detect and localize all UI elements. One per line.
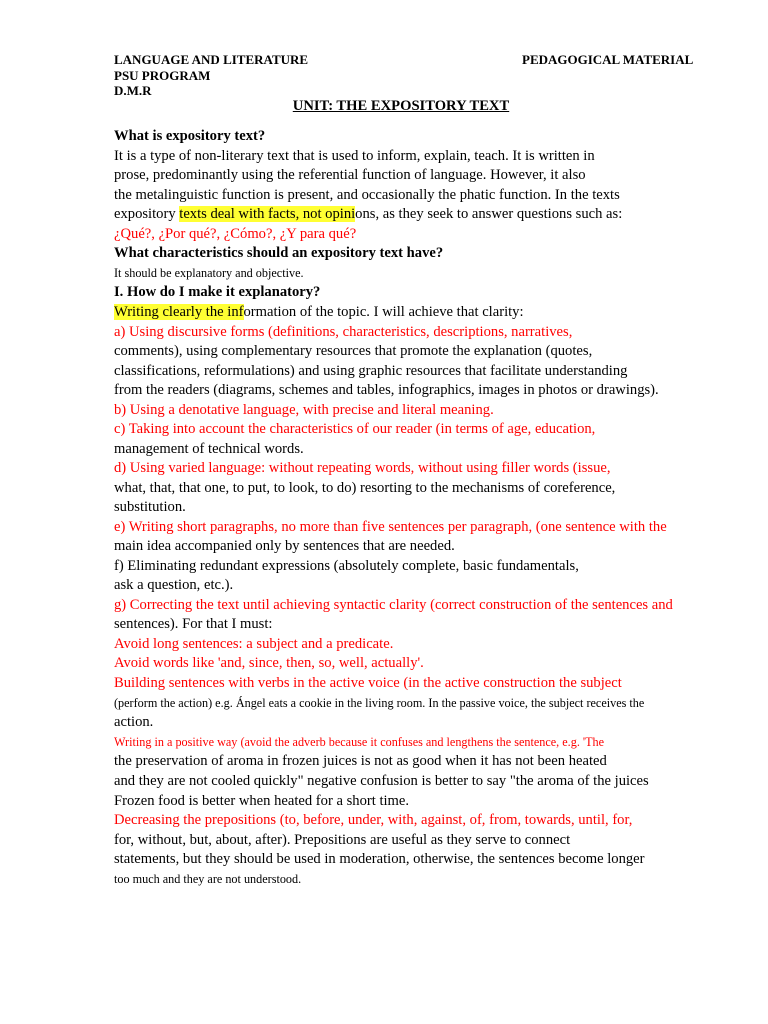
paragraph-line: substitution. [114, 499, 186, 515]
header-program: PSU PROGRAM [114, 68, 211, 83]
paragraph-line: Frozen food is better when heated for a short time. [114, 793, 410, 809]
list-item-b: b) Using a denotative language, with precise and literal meaning. [114, 402, 494, 418]
rule-line: Decreasing the prepositions (to, before, under, with, against, of, from, towards, until, for, [114, 812, 633, 828]
heading-explanatory: I. How do I make it explanatory? [114, 284, 321, 300]
list-item-a: a) Using discursive forms (definitions, characteristics, descriptions, narratives, [114, 324, 573, 340]
paragraph-line: from the readers (diagrams, schemes and tables, infographics, images in photos or drawings). [114, 382, 659, 398]
list-item-d: d) Using varied language: without repeating words, without using filler words (issue, [114, 460, 611, 476]
paragraph-line: It should be explanatory and objective. [114, 266, 304, 280]
paragraph-line: prose, predominantly using the referential function of language. However, it also [114, 167, 586, 183]
paragraph-line: the metalinguistic function is present, and occasionally the phatic function. In the texts [114, 187, 620, 203]
header-initials: D.M.R [114, 83, 152, 98]
paragraph-line: too much and they are not understood. [114, 872, 302, 886]
paragraph-line: for, without, but, about, after). Prepositions are useful as they serve to connect [114, 832, 571, 848]
page-title: UNIT: THE EXPOSITORY TEXT [292, 98, 510, 114]
paragraph-line: and they are not cooled quickly" negative confusion is better to say "the aroma of the juices [114, 773, 649, 789]
rule-line: Avoid words like 'and, since, then, so, well, actually'. [114, 655, 424, 671]
paragraph-line: ask a question, etc.). [114, 577, 234, 593]
paragraph-line: comments), using complementary resources that promote the explanation (quotes, [114, 343, 593, 359]
paragraph-line: (perform the action) e.g. Ángel eats a cookie in the living room. In the passive voice, the subject receives the [114, 696, 645, 710]
paragraph-line: the preservation of aroma in frozen juices is not as good when it has not been heated [114, 753, 607, 769]
paragraph-line: sentences). For that I must: [114, 616, 273, 632]
highlight: texts deal with facts, not opini [179, 206, 356, 222]
heading-characteristics: What characteristics should an expository text have? [114, 245, 444, 261]
question-words: ¿Qué?, ¿Por qué?, ¿Cómo?, ¿Y para qué? [114, 226, 357, 242]
paragraph-line-highlighted: Writing clearly the information of the topic. I will achieve that clarity: [114, 304, 524, 320]
paragraph-line: management of technical words. [114, 441, 304, 457]
heading-what-is: What is expository text? [114, 128, 266, 144]
list-item-g: g) Correcting the text until achieving syntactic clarity (correct construction of the sentences and [114, 597, 673, 613]
rule-line: Building sentences with verbs in the active voice (in the active construction the subject [114, 675, 622, 691]
paragraph-line: action. [114, 714, 154, 730]
list-item-c: c) Taking into account the characteristics of our reader (in terms of age, education, [114, 421, 596, 437]
header-material-type: PEDAGOGICAL MATERIAL [522, 52, 694, 67]
paragraph-line: It is a type of non-literary text that is used to inform, explain, teach. It is written in [114, 148, 595, 164]
paragraph-line: classifications, reformulations) and using graphic resources that facilitate understanding [114, 363, 628, 379]
list-item-f: f) Eliminating redundant expressions (absolutely complete, basic fundamentals, [114, 558, 579, 574]
header-subject: LANGUAGE AND LITERATURE [114, 52, 309, 67]
paragraph-line: statements, but they should be used in moderation, otherwise, the sentences become longer [114, 851, 645, 867]
rule-line: Avoid long sentences: a subject and a predicate. [114, 636, 394, 652]
list-item-e: e) Writing short paragraphs, no more than five sentences per paragraph, (one sentence with the [114, 519, 667, 535]
paragraph-line-highlighted: expository texts deal with facts, not opinions, as they seek to answer questions such as: [114, 206, 623, 222]
paragraph-line: main idea accompanied only by sentences that are needed. [114, 538, 455, 554]
highlight: Writing clearly the inf [114, 304, 244, 320]
paragraph-line: what, that, that one, to put, to look, to do) resorting to the mechanisms of coreference, [114, 480, 616, 496]
rule-line: Writing in a positive way (avoid the adverb because it confuses and lengthens the sentence, e.g. 'The [114, 735, 605, 749]
